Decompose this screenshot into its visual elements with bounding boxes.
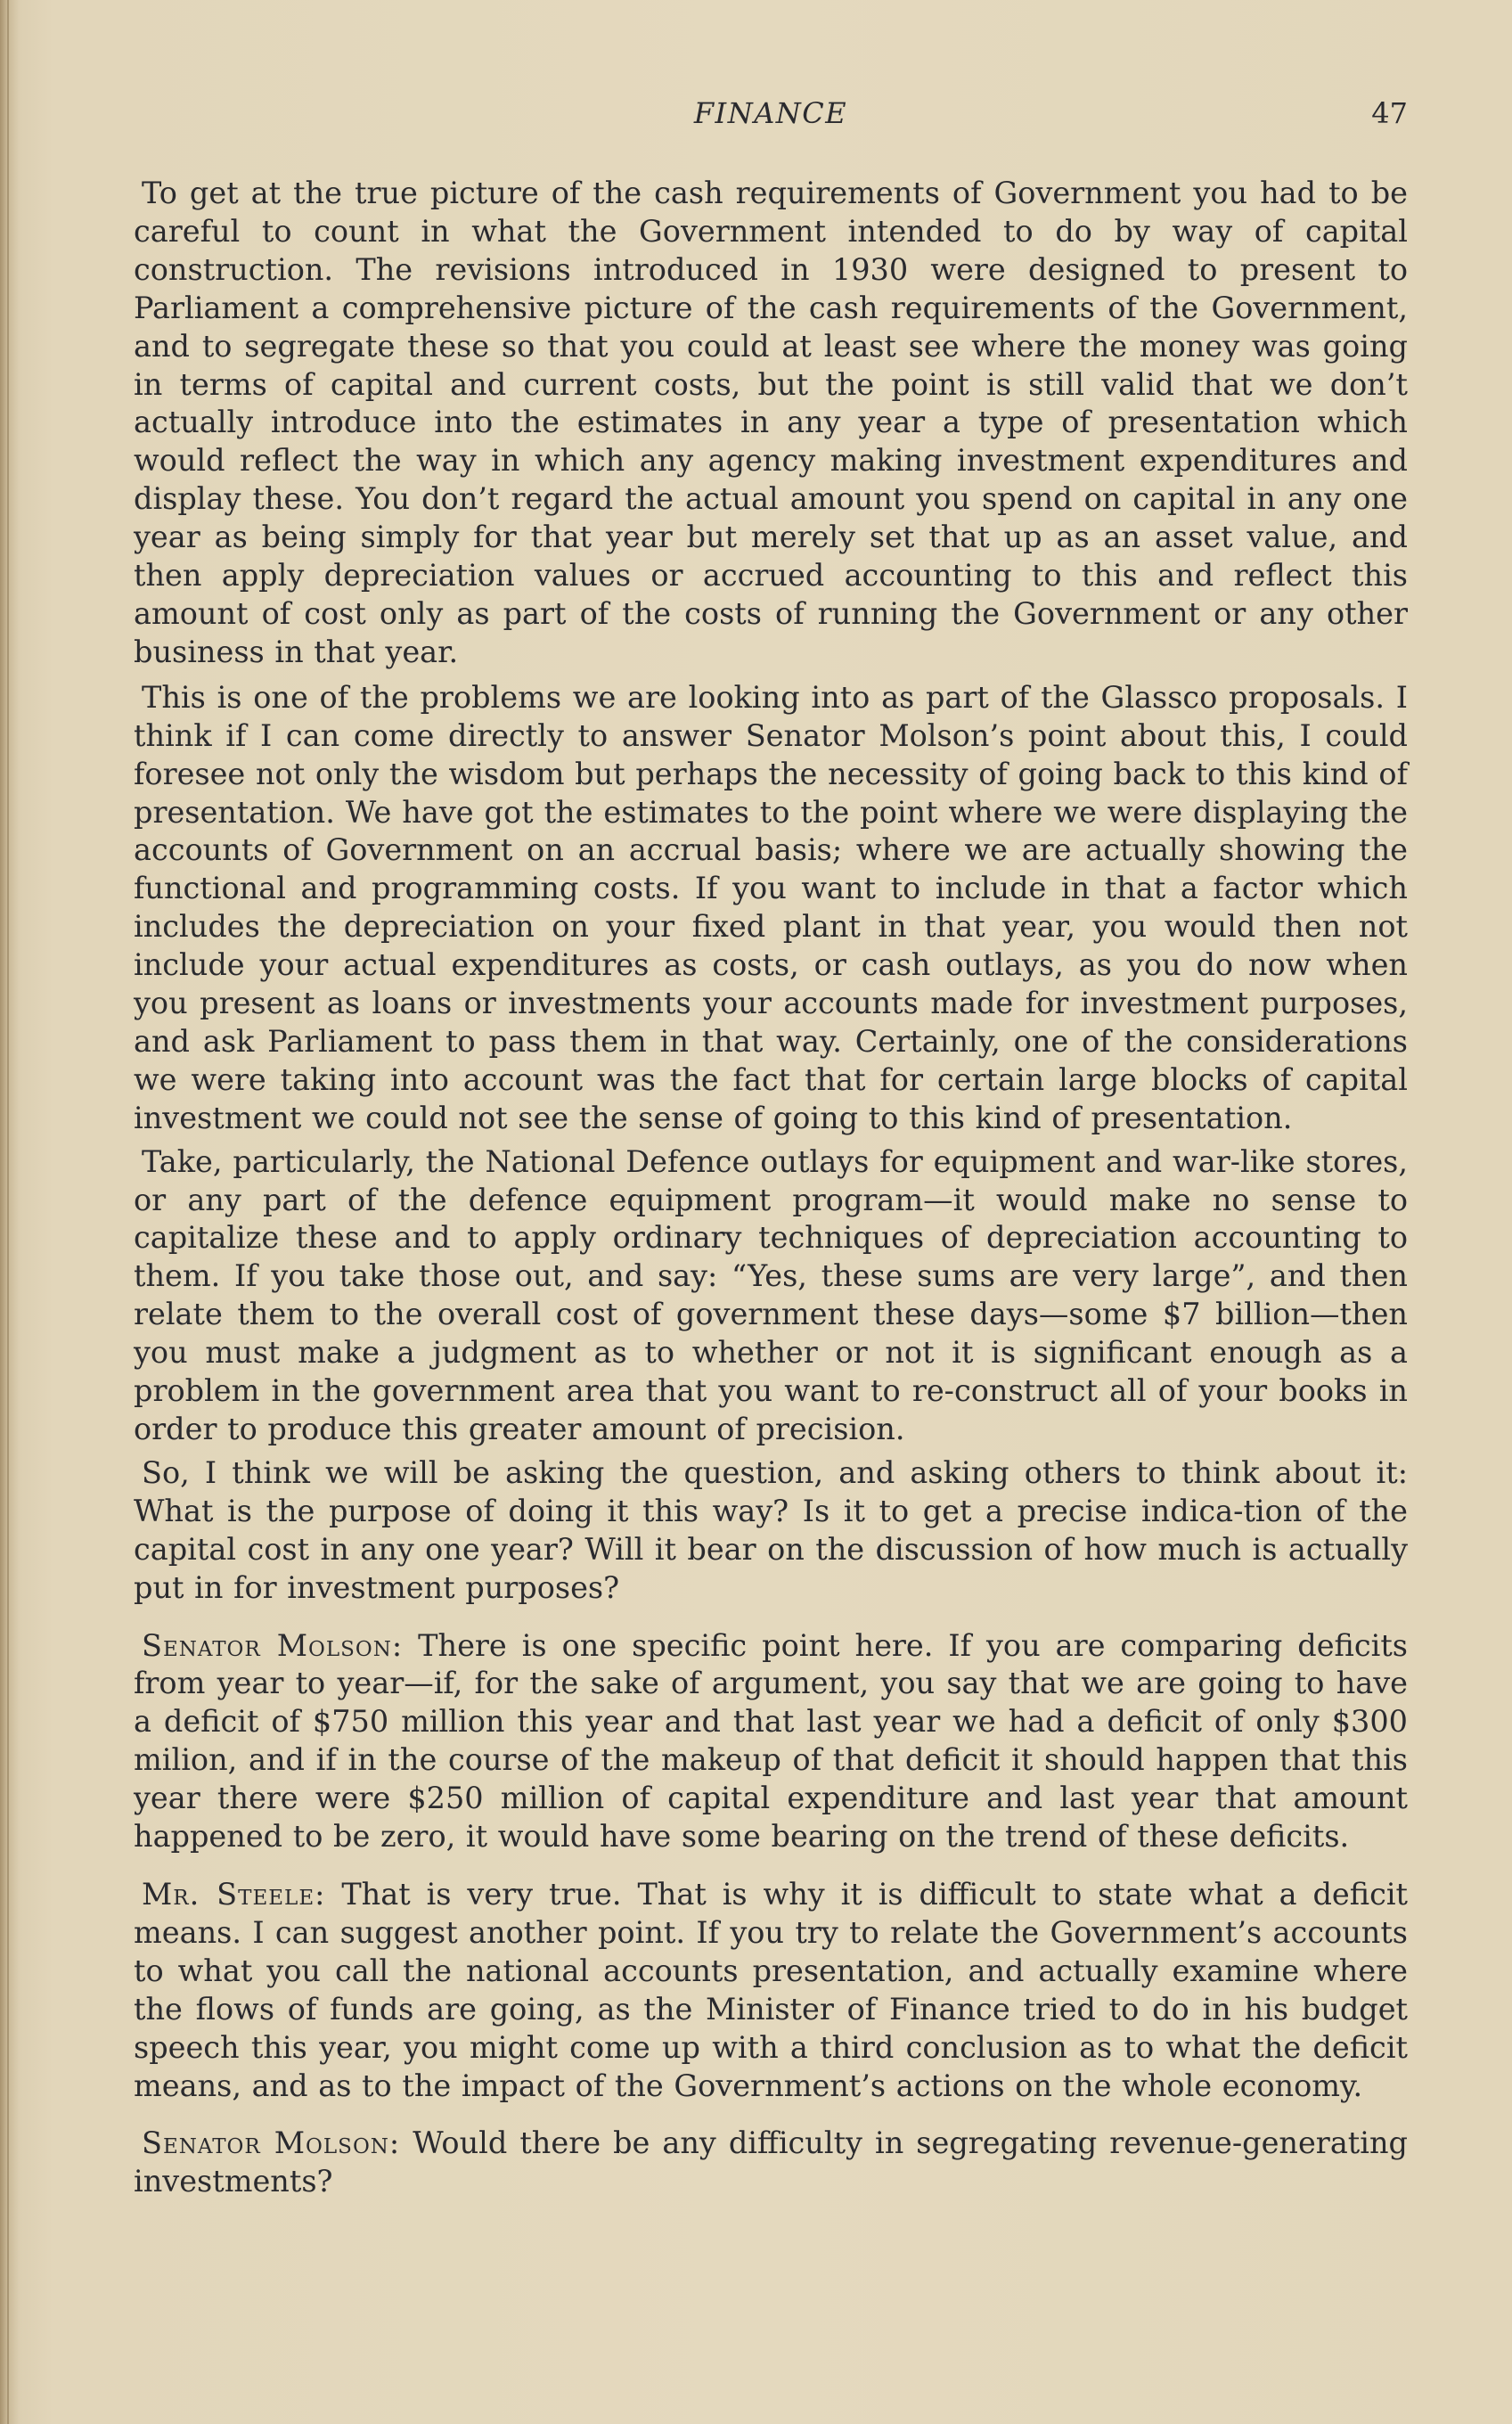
paragraph-text: So, I think we will be asking the question, and asking others to think about it: What is the purpose of doing it this way? Is it to get a precise indica-tion of the capital cost in any one year? Will it bear on the discussion of how much is actually put in for investment purposes? bbox=[134, 1454, 1408, 1605]
paragraph-text: Take, particularly, the National Defence outlays for equipment and war-like stores, or any part of the defence equipment program—it would make no sense to capitalize these and to apply ordinary techniques of depreciation accounting to them. If you take those out, and say: “Yes, these sums are very large”, and then relate them to the overall cost of government these days—some $7 billion—then you must make a judgment as to whether or not it is significant enough as a problem in the government area that you want to re-construct all of your books in order to produce this greater amount of precision. bbox=[134, 1143, 1408, 1446]
paragraph-text: There is one specific point here. If you are comparing deficits from year to year—if, for the sake of argument, you say that we are going to have a deficit of $750 million this year and that last year we had a deficit of only $300 milion, and if in the course of the makeup of that deficit it should happen that this year there were $250 million of capital expenditure and last year that amount happened to be zero, it would have some bearing on the trend of these deficits. bbox=[134, 1627, 1408, 1855]
speaker-name: Senator Molson: bbox=[142, 2125, 401, 2161]
speaker-name: Senator Molson: bbox=[142, 1627, 404, 1663]
paragraph-text: This is one of the problems we are looking into as part of the Glassco proposals. I think if I can come directly to answer Senator Molson’s point about this, I could foresee not only the wisdom but perhaps the necessity of going back to this kind of presentation. We have got the estimates to the point where we were displaying the accounts of Government on an accrual basis; where we are actually showing the functional and programming costs. If you want to include in that a factor which includes the depreciation on your fixed plant in that year, you would then not include your actual expenditures as costs, or cash outlays, as you do now when you present as loans or investments your accounts made for investment purposes, and ask Parliament to pass them in that way. Certainly, one of the considerations we were taking into account was the fact that for certain large blocks of capital investment we could not see the sense of going to this kind of presentation. bbox=[134, 679, 1408, 1135]
paragraph bbox=[134, 1454, 1408, 1608]
speaker-paragraph bbox=[134, 1876, 1408, 2105]
page-header bbox=[134, 96, 1408, 132]
paragraph-text: To get at the true picture of the cash requirements of Government you had to be careful to count in what the Government intended to do by way of capital construction. The revisions introduced in 1930 were designed to present to Parliament a comprehensive picture of the cash requirements of the Government, and to segregate these so that you could at least see where the money was going in terms of capital and current costs, but the point is still valid that we don’t actually introduce into the estimates in any year a type of presentation which would reflect the way in which any agency making investment expenditures and display these. You don’t regard the actual amount you spend on capital in any one year as being simply for that year but merely set that up as an asset value, and then apply depreciation values or accrued accounting to this and reflect this amount of cost only as part of the costs of running the Government or any other business in that year. bbox=[134, 176, 1408, 669]
speaker-paragraph bbox=[134, 1627, 1408, 1856]
paragraph bbox=[134, 679, 1408, 1138]
speaker-paragraph bbox=[134, 2125, 1408, 2201]
page-number: 47 bbox=[1371, 96, 1408, 130]
paragraph bbox=[134, 1143, 1408, 1449]
paragraph bbox=[134, 175, 1408, 672]
running-title: FINANCE bbox=[693, 96, 848, 130]
body-text bbox=[134, 175, 1408, 2208]
page-spine-shadow bbox=[7, 0, 9, 2424]
paragraph-text: That is very true. That is why it is difficult to state what a deficit means. I can suggest another point. If you try to relate the Government’s accounts to what you call the national accounts presentation, and actually examine where the flows of funds are going, as the Minister of Finance tried to do in his budget speech this year, you might come up with a third conclusion as to what the deficit means, and as to the impact of the Government’s actions on the whole economy. bbox=[134, 1876, 1409, 2103]
paragraph-text: Would there be any difficulty in segregating revenue-generating investments? bbox=[134, 2125, 1408, 2199]
speaker-name: Mr. Steele: bbox=[142, 1876, 326, 1912]
